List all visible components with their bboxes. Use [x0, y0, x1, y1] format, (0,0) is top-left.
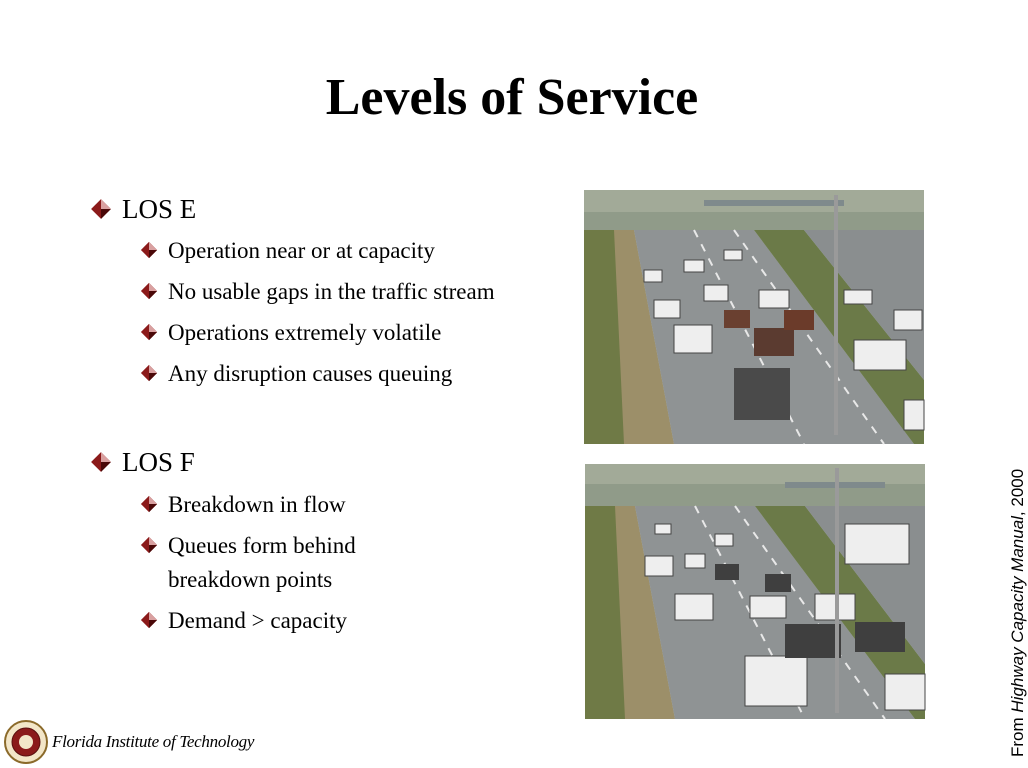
sub-bullet-text: No usable gaps in the traffic stream: [168, 279, 495, 304]
bullet-los-e: [90, 192, 196, 226]
sub-bullet: [140, 316, 441, 350]
credit-suffix: , 2000: [1008, 468, 1027, 517]
credit-prefix: From: [1008, 712, 1027, 757]
institution-name: Florida Institute of Technology: [52, 732, 255, 751]
sub-bullet-text: breakdown points: [168, 567, 333, 592]
sub-bullet: [140, 234, 435, 268]
bullet-label: LOS E: [122, 194, 197, 224]
sub-bullet-text: Operation near or at capacity: [168, 238, 435, 263]
bullet-los-f: [90, 445, 195, 479]
sub-bullet-text: Any disruption causes queuing: [168, 361, 453, 386]
sub-bullet: [140, 357, 452, 391]
sub-bullet-continuation: [168, 563, 332, 597]
sub-bullet-text: Operations extremely volatile: [168, 320, 442, 345]
los-e-traffic-photo: [584, 190, 924, 444]
diamond-bullet-icon: [140, 323, 158, 341]
slide-title: Levels of Service: [325, 69, 699, 126]
sub-bullet: [140, 604, 347, 638]
bullet-label: LOS F: [122, 447, 195, 477]
sub-bullet: [140, 488, 346, 522]
diamond-bullet-icon: [140, 495, 158, 513]
footer-logo: [4, 720, 254, 764]
credit-source: Highway Capacity Manual: [1008, 516, 1027, 713]
sub-bullet: [140, 275, 495, 309]
diamond-bullet-icon: [90, 451, 112, 473]
diamond-bullet-icon: [140, 536, 158, 554]
diamond-bullet-icon: [140, 282, 158, 300]
sub-bullet-text: Demand > capacity: [168, 608, 348, 633]
diamond-bullet-icon: [140, 611, 158, 629]
source-credit: [1008, 469, 1028, 757]
sub-bullet-text: Queues form behind: [168, 533, 356, 558]
diamond-bullet-icon: [140, 364, 158, 382]
university-seal-icon: [4, 720, 48, 764]
diamond-bullet-icon: [90, 198, 112, 220]
sub-bullet-text: Breakdown in flow: [168, 492, 346, 517]
diamond-bullet-icon: [140, 241, 158, 259]
los-f-traffic-photo: [585, 464, 925, 719]
sub-bullet: [140, 529, 356, 563]
